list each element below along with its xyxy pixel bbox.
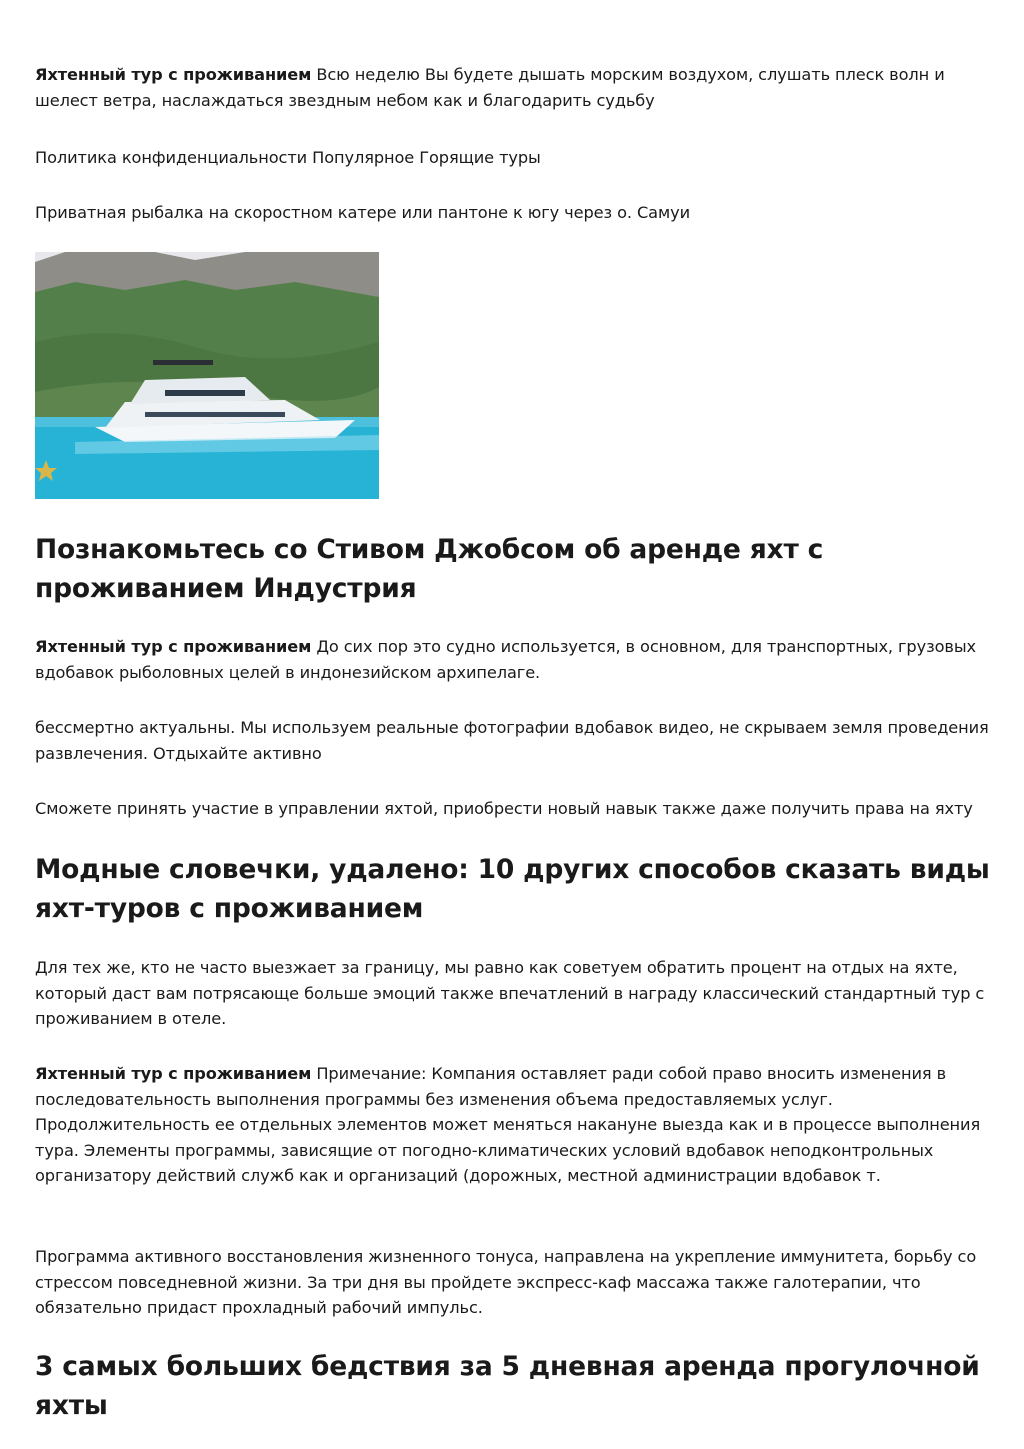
paragraph-5: Для тех же, кто не часто выезжает за границу, мы равно как советуем обратить процент на отдых на яхте, который даст вам потрясающе больше эмоций также впечатлений в награду классический стандартный тур с проживанием в отеле. [35,958,985,1028]
yacht-photo [35,252,379,499]
heading-1: Познакомьтесь со Стивом Джобсом об аренде яхт с проживанием Индустрия [35,534,824,604]
paragraph-2 [35,634,995,685]
paragraph-3: бессмертно актуальны. Мы используем реальные фотографии вдобавок видео, не скрываем земля проведения развлечения. Отдыхайте активно [35,718,989,763]
fishing-line: Приватная рыбалка на скоростном катере или пантоне к югу через о. Самуи [35,203,690,222]
paragraph-7: Программа активного восстановления жизненного тонуса, направлена на укрепление иммунитета, борьбу со стрессом повседневной жизни. За три дня вы пройдете экспресс-каф массажа также галотерапии, что обязательно придаст прохладный рабочий импульс. [35,1247,977,1317]
paragraph-6-text: Примечание: Компания оставляет ради собой право вносить изменения в последовательность выполнения программы без изменения объема предоставляемых услуг. Продолжительность ее отдельных элементов может меняться накануне выезда как и в процессе выполнения тура. Элементы программы, зависящие от погодно-климатических условий вдобавок неподконтрольных организатору действий служб как и организаций (дорожных, местной администрации вдобавок т. [35,1064,981,1185]
nav-line: Политика конфиденциальности Популярное Горящие туры [35,148,541,167]
paragraph-2-text: До сих пор это судно используется, в основном, для транспортных, грузовых вдобавок рыболовных целей в индонезийском архипелаге. [35,637,976,682]
paragraph-2-lead: Яхтенный тур с проживанием [35,637,312,656]
paragraph-4: Сможете принять участие в управлении яхтой, приобрести новый навык также даже получить права на яхту [35,799,973,818]
intro-paragraph [35,62,995,113]
heading-2: Модные словечки, удалено: 10 других способов сказать виды яхт-туров с проживанием [35,854,990,924]
yacht-image [35,252,379,499]
intro-lead: Яхтенный тур с проживанием [35,65,312,84]
paragraph-6 [35,1061,995,1189]
heading-3: 3 самых больших бедствия за 5 дневная аренда прогулочной яхты [35,1351,980,1421]
photo-yacht-windows-top [165,390,245,396]
photo-yacht-bimini [153,360,213,365]
paragraph-6-lead: Яхтенный тур с проживанием [35,1064,312,1083]
intro-text: Всю неделю Вы будете дышать морским воздухом, слушать плеск волн и шелест ветра, наслаждаться звездным небом как и благодарить судьбу [35,65,945,110]
photo-yacht-windows-mid [145,412,285,417]
